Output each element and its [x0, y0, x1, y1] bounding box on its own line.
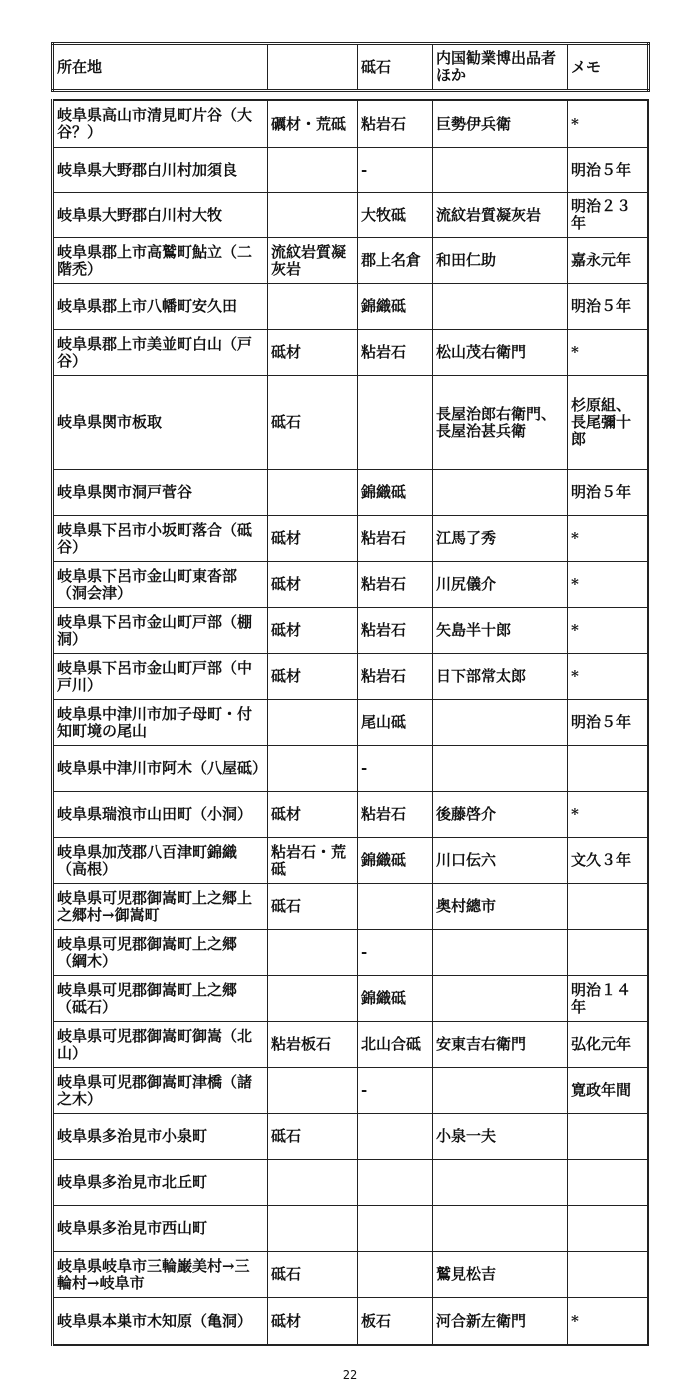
cell-whetstone: 粘岩石 — [358, 608, 433, 654]
table-row — [53, 1114, 649, 1160]
cell-memo: * — [568, 608, 649, 654]
table-row — [53, 193, 649, 238]
cell-location: 岐阜県下呂市金山町戸部（中戸川） — [53, 654, 268, 700]
cell-memo: 明治５年 — [568, 148, 649, 193]
cell-whetstone: 粘岩石 — [358, 792, 433, 838]
cell-memo: * — [568, 562, 649, 608]
cell-whetstone: 粘岩石 — [358, 330, 433, 376]
cell-location: 岐阜県可児郡御嵩町御嵩（北山） — [53, 1022, 268, 1068]
cell-exhibitor — [433, 1068, 568, 1114]
cell-exhibitor — [433, 700, 568, 746]
cell-whetstone — [358, 1114, 433, 1160]
cell-exhibitor — [433, 746, 568, 792]
table-row — [53, 792, 649, 838]
cell-whetstone — [358, 376, 433, 470]
cell-type: 砥材 — [268, 608, 358, 654]
cell-exhibitor: 江馬了秀 — [433, 516, 568, 562]
cell-whetstone: 粘岩石 — [358, 100, 433, 148]
cell-memo: 杉原組、長尾彌十郎 — [568, 376, 649, 470]
cell-location: 岐阜県大野郡白川村加須良 — [53, 148, 268, 193]
cell-whetstone: 錦織砥 — [358, 976, 433, 1022]
cell-type: 粘岩板石 — [268, 1022, 358, 1068]
table-row — [53, 700, 649, 746]
cell-type — [268, 193, 358, 238]
cell-exhibitor: 川尻儀介 — [433, 562, 568, 608]
cell-whetstone — [358, 1160, 433, 1206]
table-row — [53, 1160, 649, 1206]
cell-whetstone: 錦織砥 — [358, 284, 433, 330]
cell-location: 岐阜県可児郡御嵩町上之郷（綱木） — [53, 930, 268, 976]
cell-exhibitor: 後藤啓介 — [433, 792, 568, 838]
cell-exhibitor: 奥村總市 — [433, 884, 568, 930]
cell-memo — [568, 1114, 649, 1160]
cell-type: 砥石 — [268, 1252, 358, 1298]
table-row — [53, 238, 649, 284]
cell-memo: 明治５年 — [568, 470, 649, 516]
cell-whetstone: 粘岩石 — [358, 562, 433, 608]
table-row — [53, 470, 649, 516]
table-row — [53, 1298, 649, 1346]
cell-memo: * — [568, 516, 649, 562]
table-row — [53, 746, 649, 792]
cell-type: 砥材 — [268, 516, 358, 562]
header-memo: メモ — [568, 44, 649, 91]
cell-exhibitor: 松山茂右衛門 — [433, 330, 568, 376]
cell-type: 砥材 — [268, 562, 358, 608]
cell-type — [268, 700, 358, 746]
cell-memo: 明治２３年 — [568, 193, 649, 238]
cell-exhibitor — [433, 148, 568, 193]
cell-whetstone: 北山合砥 — [358, 1022, 433, 1068]
cell-type — [268, 1160, 358, 1206]
cell-exhibitor: 和田仁助 — [433, 238, 568, 284]
header-blank — [268, 44, 358, 91]
cell-memo — [568, 930, 649, 976]
cell-exhibitor: 長屋治郎右衛門、長屋治甚兵衛 — [433, 376, 568, 470]
cell-whetstone: 錦織砥 — [358, 470, 433, 516]
cell-memo: * — [568, 100, 649, 148]
table-row — [53, 376, 649, 470]
table-row — [53, 1068, 649, 1114]
cell-exhibitor: 河合新左衛門 — [433, 1298, 568, 1346]
cell-type: 砥材 — [268, 654, 358, 700]
cell-location: 岐阜県関市洞戸菅谷 — [53, 470, 268, 516]
cell-type — [268, 1068, 358, 1114]
cell-exhibitor — [433, 470, 568, 516]
cell-exhibitor: 川口伝六 — [433, 838, 568, 884]
cell-exhibitor: 小泉一夫 — [433, 1114, 568, 1160]
table-row — [53, 562, 649, 608]
header-exhibitor: 内国勧業博出品者ほか — [433, 44, 568, 91]
cell-whetstone: 粘岩石 — [358, 654, 433, 700]
cell-whetstone — [358, 1252, 433, 1298]
cell-location: 岐阜県岐阜市三輪巌美村→三輪村→岐阜市 — [53, 1252, 268, 1298]
data-table — [51, 99, 649, 1346]
cell-location: 岐阜県多治見市小泉町 — [53, 1114, 268, 1160]
header-location: 所在地 — [53, 44, 268, 91]
cell-exhibitor — [433, 284, 568, 330]
table-row — [53, 1022, 649, 1068]
cell-memo: 明治５年 — [568, 284, 649, 330]
cell-type — [268, 976, 358, 1022]
cell-location: 岐阜県郡上市八幡町安久田 — [53, 284, 268, 330]
cell-location: 岐阜県中津川市加子母町・付知町境の尾山 — [53, 700, 268, 746]
cell-location: 岐阜県下呂市小坂町落合（砥谷） — [53, 516, 268, 562]
cell-exhibitor: 安東吉右衛門 — [433, 1022, 568, 1068]
cell-type — [268, 148, 358, 193]
cell-type: 粘岩石・荒砥 — [268, 838, 358, 884]
table-row — [53, 100, 649, 148]
cell-whetstone: 郡上名倉 — [358, 238, 433, 284]
cell-type: 砥石 — [268, 884, 358, 930]
cell-exhibitor: 巨勢伊兵衛 — [433, 100, 568, 148]
cell-memo: 寛政年間 — [568, 1068, 649, 1114]
cell-type — [268, 930, 358, 976]
cell-type — [268, 746, 358, 792]
table-row — [53, 838, 649, 884]
cell-exhibitor: 流紋岩質凝灰岩 — [433, 193, 568, 238]
cell-type — [268, 470, 358, 516]
cell-memo: * — [568, 792, 649, 838]
table-body — [53, 100, 649, 1345]
cell-location: 岐阜県加茂郡八百津町錦織（高根） — [53, 838, 268, 884]
cell-type: 砥材 — [268, 330, 358, 376]
cell-location: 岐阜県可児郡御嵩町上之郷上之郷村→御嵩町 — [53, 884, 268, 930]
cell-whetstone: 尾山砥 — [358, 700, 433, 746]
cell-location: 岐阜県本巣市木知原（亀洞） — [53, 1298, 268, 1346]
cell-location: 岐阜県下呂市金山町東沓部（洞会津） — [53, 562, 268, 608]
cell-exhibitor — [433, 1160, 568, 1206]
cell-memo: * — [568, 330, 649, 376]
cell-memo — [568, 1160, 649, 1206]
cell-whetstone: 粘岩石 — [358, 516, 433, 562]
cell-location: 岐阜県大野郡白川村大牧 — [53, 193, 268, 238]
cell-type — [268, 284, 358, 330]
cell-whetstone: 板石 — [358, 1298, 433, 1346]
cell-location: 岐阜県中津川市阿木（八屋砥） — [53, 746, 268, 792]
cell-exhibitor: 矢島半十郎 — [433, 608, 568, 654]
table-row — [53, 330, 649, 376]
cell-type — [268, 1206, 358, 1252]
cell-whetstone: - — [358, 1068, 433, 1114]
cell-location: 岐阜県郡上市高鷲町鮎立（二階禿） — [53, 238, 268, 284]
table-row — [53, 654, 649, 700]
header-whetstone: 砥石 — [358, 44, 433, 91]
cell-memo: * — [568, 654, 649, 700]
cell-exhibitor — [433, 976, 568, 1022]
table-row — [53, 930, 649, 976]
table-row — [53, 516, 649, 562]
cell-memo — [568, 1252, 649, 1298]
cell-whetstone: - — [358, 746, 433, 792]
cell-exhibitor — [433, 930, 568, 976]
cell-type: 流紋岩質凝灰岩 — [268, 238, 358, 284]
cell-location: 岐阜県可児郡御嵩町津橋（諸之木） — [53, 1068, 268, 1114]
cell-memo: 明治５年 — [568, 700, 649, 746]
cell-whetstone: - — [358, 148, 433, 193]
cell-location: 岐阜県郡上市美並町白山（戸谷） — [53, 330, 268, 376]
cell-location: 岐阜県高山市清見町片谷（大谷？） — [53, 100, 268, 148]
cell-location: 岐阜県瑞浪市山田町（小洞） — [53, 792, 268, 838]
cell-memo: 嘉永元年 — [568, 238, 649, 284]
cell-whetstone — [358, 884, 433, 930]
cell-memo: 明治１４年 — [568, 976, 649, 1022]
page-number: 22 — [342, 1368, 358, 1382]
cell-location: 岐阜県多治見市北丘町 — [53, 1160, 268, 1206]
table-row — [53, 608, 649, 654]
cell-location: 岐阜県下呂市金山町戸部（棚洞） — [53, 608, 268, 654]
cell-type: 砥石 — [268, 1114, 358, 1160]
header-row — [53, 44, 649, 91]
cell-exhibitor: 鷲見松吉 — [433, 1252, 568, 1298]
cell-whetstone: - — [358, 930, 433, 976]
cell-exhibitor: 日下部常太郎 — [433, 654, 568, 700]
cell-type: 砥石 — [268, 376, 358, 470]
cell-memo: * — [568, 1298, 649, 1346]
cell-memo — [568, 746, 649, 792]
table-row — [53, 976, 649, 1022]
cell-memo: 文久３年 — [568, 838, 649, 884]
cell-location: 岐阜県多治見市西山町 — [53, 1206, 268, 1252]
cell-whetstone: 大牧砥 — [358, 193, 433, 238]
cell-memo — [568, 884, 649, 930]
cell-memo — [568, 1206, 649, 1252]
cell-type: 砥材 — [268, 1298, 358, 1346]
table-row — [53, 1252, 649, 1298]
cell-memo: 弘化元年 — [568, 1022, 649, 1068]
table-row — [53, 148, 649, 193]
cell-exhibitor — [433, 1206, 568, 1252]
cell-whetstone — [358, 1206, 433, 1252]
cell-location: 岐阜県可児郡御嵩町上之郷（砥石） — [53, 976, 268, 1022]
cell-whetstone: 錦織砥 — [358, 838, 433, 884]
cell-type: 礪材・荒砥 — [268, 100, 358, 148]
table-row — [53, 284, 649, 330]
table-row — [53, 1206, 649, 1252]
cell-location: 岐阜県関市板取 — [53, 376, 268, 470]
table-row — [53, 884, 649, 930]
cell-type: 砥材 — [268, 792, 358, 838]
table-header — [51, 42, 650, 92]
